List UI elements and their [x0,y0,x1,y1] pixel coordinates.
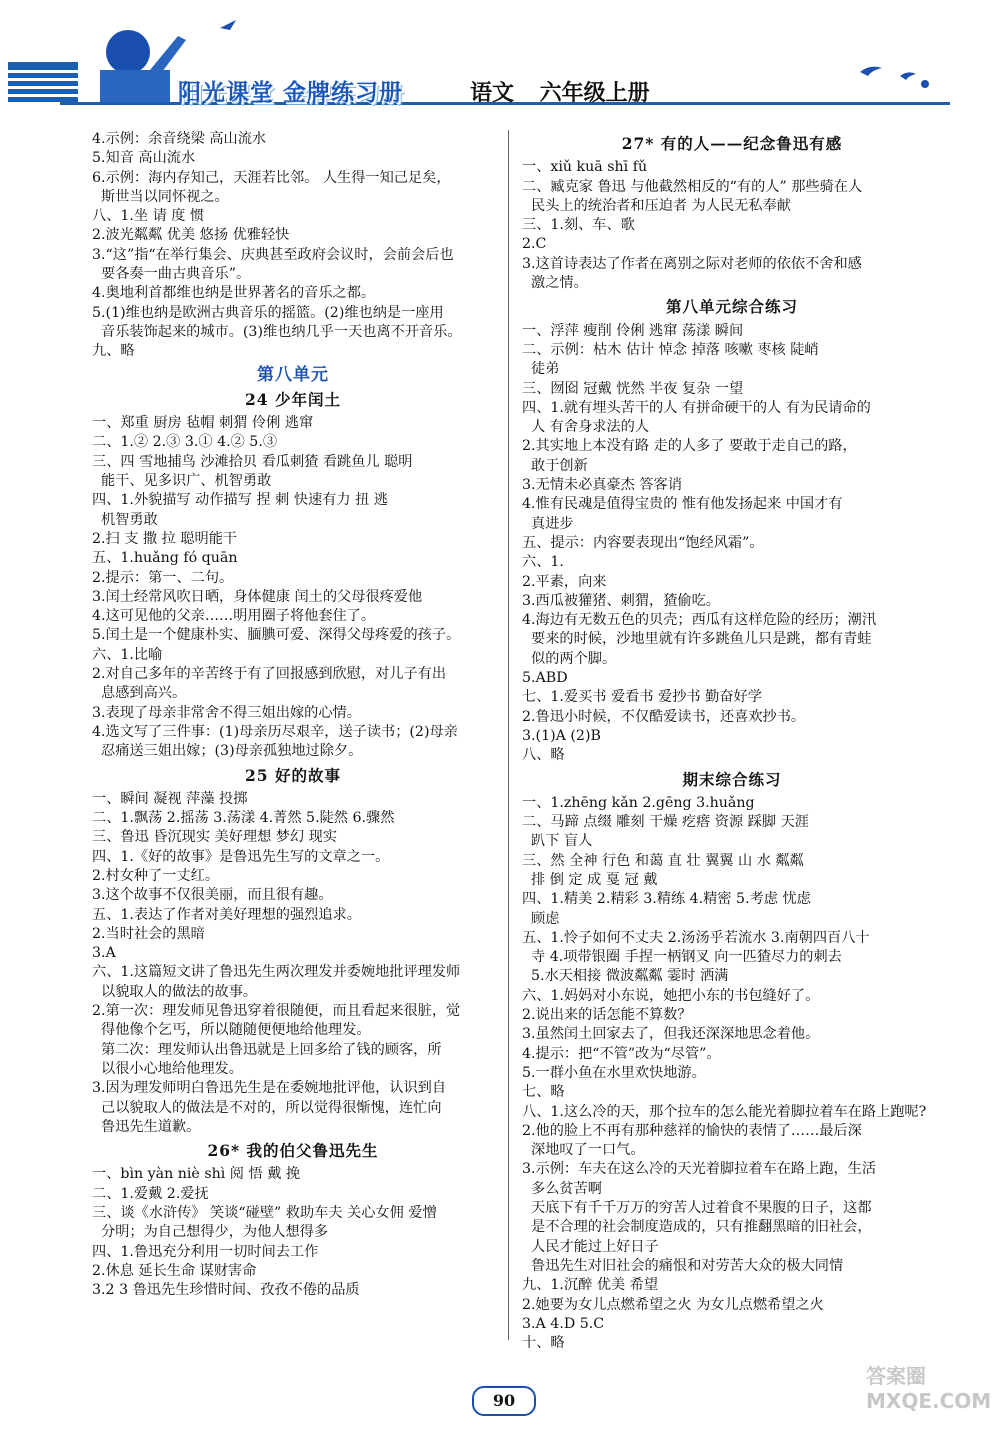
section-heading: 第八单元 [257,364,329,385]
answer-line: 4.奥地利首都维也纳是世界著名的音乐之都。 [92,285,376,302]
answer-line: 3.2 3 鲁迅先生珍惜时间、孜孜不倦的品质 [92,1282,360,1299]
answer-line: 三、1.刻、车、歌 [522,217,635,234]
answer-line: 6.示例：海内存知己，天涯若比邻。 人生得一知己足矣， [92,169,451,186]
answer-line: 五、1.怜子如何不丈夫 2.汤汤乎若流水 3.南朝四百八十 [522,929,870,946]
answer-line: 六、1.妈妈对小东说，她把小东的书包缝好了。 [522,987,820,1004]
answer-line: 2.当时社会的黑暗 [92,925,205,942]
answer-line: 一、bìn yàn niè shì 阅 悟 戴 挽 [92,1166,301,1183]
answer-line: 斯世当以同怀视之。 [92,188,229,205]
answer-line: 五、1.huǎng fó quān [92,550,238,567]
answer-line: 三、谈《水浒传》 笑谈“碰壁” 救助车夫 关心女佣 爱憎 [92,1205,437,1222]
answer-line: 2.提示：第一、二句。 [92,569,234,586]
answer-line: 二、1.飘荡 2.摇荡 3.荡漾 4.菁然 5.陡然 6.骤然 [92,810,395,827]
answer-line: 六、1.这篇短文讲了鲁迅先生两次理发并委婉地批评理发师 [92,964,461,981]
answer-line: 4.提示：把“不管”改为“尽管”。 [522,1045,721,1062]
answer-line: 是不合理的社会制度造成的，只有推翻黑暗的旧社会， [522,1219,872,1236]
answer-line: 人 有舍身求法的人 [522,419,650,436]
subject-grade: 语文 六年级上册 [470,81,650,106]
answer-line: 二、臧克家 鲁迅 与他截然相反的“有的人” 那些骑在人 [522,178,863,195]
answer-line: 一、郑重 厨房 毡帽 刺猬 伶俐 逃窜 [92,415,314,432]
answer-line: 天底下有千千万万的穷苦人过着食不果腹的日子，这都 [522,1200,872,1217]
answer-line: 趴下 盲人 [522,833,593,850]
answer-line: 3.闰土经常风吹日晒，身体健康 闰土的父母很疼爱他 [92,588,423,605]
answer-line: 六、1.比喻 [92,646,163,663]
answer-line: 二、1.② 2.③ 3.① 4.② 5.③ [92,434,278,451]
answer-line: 2.村女种了一丈红。 [92,867,220,884]
answer-line: 五、提示：内容要表现出“饱经风霜”。 [522,534,764,551]
answer-line: 分明；为自己想得少，为他人想得多 [92,1224,329,1241]
answer-line: 第二次：理发师认出鲁迅就是上回多给了钱的顾客，所 [92,1041,442,1058]
answer-line: 2.其实地上本没有路 走的人多了 要敢于走自己的路， [522,438,857,455]
answer-line: 徒弟 [522,361,560,378]
answer-line: 十、略 [522,1335,565,1352]
answer-line: 以貌取人的做法的故事。 [92,983,258,1000]
column-divider [508,130,509,1340]
right-column [522,130,942,1353]
answer-line: 八、略 [522,747,565,764]
answer-line: 2.C [522,236,547,253]
answer-line: 七、1.爱买书 爱看书 爱抄书 勤奋好学 [522,689,762,706]
answer-line: 敢于创新 [522,457,588,474]
left-column [92,130,494,1301]
answer-line: 3.A 4.D 5.C [522,1315,605,1332]
answer-line: 一、瞬间 凝视 萍藻 投掷 [92,790,248,807]
answer-line: 得他像个乞丐，所以随随便便地给他理发。 [92,1022,371,1039]
answer-line: 民头上的统治者和压迫者 为人民无私奉献 [522,197,791,214]
answer-line: 三、囫囵 冠戴 恍然 半夜 复杂 一望 [522,380,744,397]
answer-line: 5.ABD [522,670,568,687]
answer-line: 二、1.爱戴 2.爱抚 [92,1185,209,1202]
answer-line: 四、1.就有埋头苦干的人 有拼命硬干的人 有为民请命的 [522,399,871,416]
answer-line: 4.海边有无数五色的贝壳；西瓜有这样危险的经历；潮汛 [522,612,877,629]
answer-line: 六、1. [522,554,564,571]
answer-line: 2.休息 延长生命 谋财害命 [92,1262,257,1279]
answer-line: 5.水天相接 微波粼粼 霎时 洒满 [522,968,729,985]
answer-line: 3.(1)A (2)B [522,727,601,744]
answer-line: 二、马蹄 点缀 雕刻 干燥 疙瘩 资源 踩脚 天涯 [522,814,809,831]
answer-line: 要各奏一曲古典音乐”。 [92,266,251,283]
answer-line: 3.无情未必真豪杰 答客诮 [522,477,682,494]
answer-line: 能干、见多识广、机智勇敢 [92,473,272,490]
answer-line: 2.对自己多年的辛苦终于有了回报感到欣慰，对儿子有出 [92,666,447,683]
section-heading: 期末综合练习 [682,769,782,789]
answer-line: 三、鲁迅 昏沉现实 美好理想 梦幻 现实 [92,829,338,846]
watermark-logo: 答案圈 MXQE.COM [866,1364,992,1413]
answer-line: 真进步 [522,515,574,532]
answer-line: 一、浮萍 瘦削 伶俐 逃窜 荡漾 瞬间 [522,322,744,339]
answer-line: 似的两个脚。 [522,650,617,667]
answer-line: 4.示例：余音绕梁 高山流水 [92,131,267,147]
answer-line: 要来的时候，沙地里就有许多跳鱼儿只是跳，都有青蛙 [522,631,872,648]
section-heading: 24 少年闰土 [245,389,341,409]
answer-line: 3.西瓜被獾猪、刺猬，猹偷吃。 [522,592,720,609]
answer-line: 2.说出来的话怎能不算数？ [522,1007,692,1024]
series-title: 阳光课堂 金牌练习册 [178,80,404,106]
answer-line: 2.她要为女儿点燃希望之火 为女儿点燃希望之火 [522,1296,824,1313]
answer-line: 2.第一次：理发师见鲁迅穿着很随便，而且看起来很脏，觉 [92,1003,461,1020]
answer-line: 多么贫苦啊 [522,1180,602,1197]
section-heading: 27* 有的人——纪念鲁迅有感 [621,134,843,153]
answer-line: 3.这首诗表达了作者在离别之际对老师的依依不舍和感 [522,255,862,272]
answer-line: 寺 4.项带银圈 手捏一柄钢叉 向一匹猹尽力的刺去 [522,949,842,966]
answer-line: 2.扫 支 撒 拉 聪明能干 [92,530,238,547]
answer-line: 2.他的脸上不再有那种慈祥的愉快的表情了……最后深 [522,1122,862,1139]
answer-line: 九、略 [92,343,135,360]
answer-line: 3.虽然闰土回家去了，但我还深深地思念着他。 [522,1026,820,1043]
answer-line: 3.示例：车夫在这么冷的天光着脚拉着车在路上跑，生活 [522,1161,877,1178]
answer-line: 三、然 全神 行色 和蔼 直 壮 翼翼 山 水 粼粼 [522,852,804,869]
answer-line: 己以貌取人的做法是不对的，所以觉得很惭愧，连忙向 [92,1099,442,1116]
answer-line: 四、1.鲁迅充分利用一切时间去工作 [92,1243,319,1260]
answer-line: 八、1.这么冷的天，那个拉车的怎么能光着脚拉着车在路上跑呢? [522,1103,927,1120]
answer-line: 4.选文写了三件事：(1)母亲历尽艰辛，送子读书；(2)母亲 [92,723,458,740]
answer-line: 4.这可见他的父亲……明用圈子将他套住了。 [92,608,376,625]
answer-line: 八、1.坐 请 度 惯 [92,208,205,225]
answer-line: 一、1.zhēng kǎn 2.gēng 3.huǎng [522,794,755,811]
answer-line: 激之情。 [522,275,588,292]
section-heading: 第八单元综合练习 [665,297,798,317]
page-number: 90 [472,1386,536,1416]
answer-line: 鲁迅先生道歉。 [92,1118,201,1135]
answer-line: 二、示例：枯木 估计 悼念 掉落 咳嗽 枣核 陡峭 [522,341,819,358]
section-heading: 26* 我的伯父鲁迅先生 [207,1141,379,1161]
answer-line: 深地叹了一口气。 [522,1142,645,1159]
answer-line: 一、xiǔ kuā shī fǔ [522,159,648,176]
answer-line: 5.(1)维也纳是欧洲古典音乐的摇篮。(2)维也纳是一座用 [92,304,444,321]
answer-line: 以很小心地给他理发。 [92,1060,243,1077]
answer-line: 忍痛送三姐出嫁；(3)母亲孤独地过除夕。 [92,743,363,760]
answer-line: 3.因为理发师明白鲁迅先生是在委婉地批评他，认识到自 [92,1080,447,1097]
answer-line: 机智勇敢 [92,511,158,528]
answer-line: 音乐装饰起来的城市。(3)维也纳几乎一天也离不开音乐。 [92,323,462,340]
answer-line: 三、四 雪地捕鸟 沙滩拾贝 看瓜刺猹 看跳鱼儿 聪明 [92,453,413,470]
answer-line: 四、1.《好的故事》是鲁迅先生写的文章之一。 [92,848,390,865]
answer-line: 3.A [92,945,116,962]
answer-line: 2.鲁迅小时候，不仅酷爱读书，还喜欢抄书。 [522,708,806,725]
answer-line: 排 倒 定 成 戛 冠 戴 [522,871,658,888]
answer-line: 四、1.外貌描写 动作描写 捏 刺 快速有力 扭 逃 [92,492,388,509]
answer-line: 3.表现了母亲非常舍不得三姐出嫁的心情。 [92,704,361,721]
answer-line: 人民才能过上好日子 [522,1238,659,1255]
answer-line: 5.知音 高山流水 [92,150,196,167]
answer-line: 5.一群小鱼在水里欢快地游。 [522,1064,706,1081]
answer-line: 顾虑 [522,910,560,927]
answer-line: 四、1.精美 2.精彩 3.精练 4.精密 5.考虑 忧虑 [522,891,811,908]
answer-line: 息感到高兴。 [92,685,187,702]
page-header [0,0,1000,115]
section-heading: 25 好的故事 [245,765,341,785]
answer-line: 五、1.表达了作者对美好理想的强烈追求。 [92,906,361,923]
answer-line: 3.这个故事不仅很美丽，而且很有趣。 [92,887,333,904]
answer-line: 5.闰土是一个健康朴实、腼腆可爱、深得父母疼爱的孩子。 [92,627,461,644]
answer-line: 3.“这”指“在举行集会、庆典甚至政府会议时，会前会后也 [92,246,454,263]
answer-line: 鲁迅先生对旧社会的痛恨和对劳苦大众的极大同情 [522,1257,844,1274]
answer-line: 七、略 [522,1084,565,1101]
answer-line: 2.平素，向来 [522,573,607,590]
answer-line: 2.波光粼粼 优美 悠扬 优雅轻快 [92,227,290,244]
answer-line: 4.惟有民魂是值得宝贵的 惟有他发扬起来 中国才有 [522,496,843,513]
answer-line: 九、1.沉醉 优美 希望 [522,1277,659,1294]
